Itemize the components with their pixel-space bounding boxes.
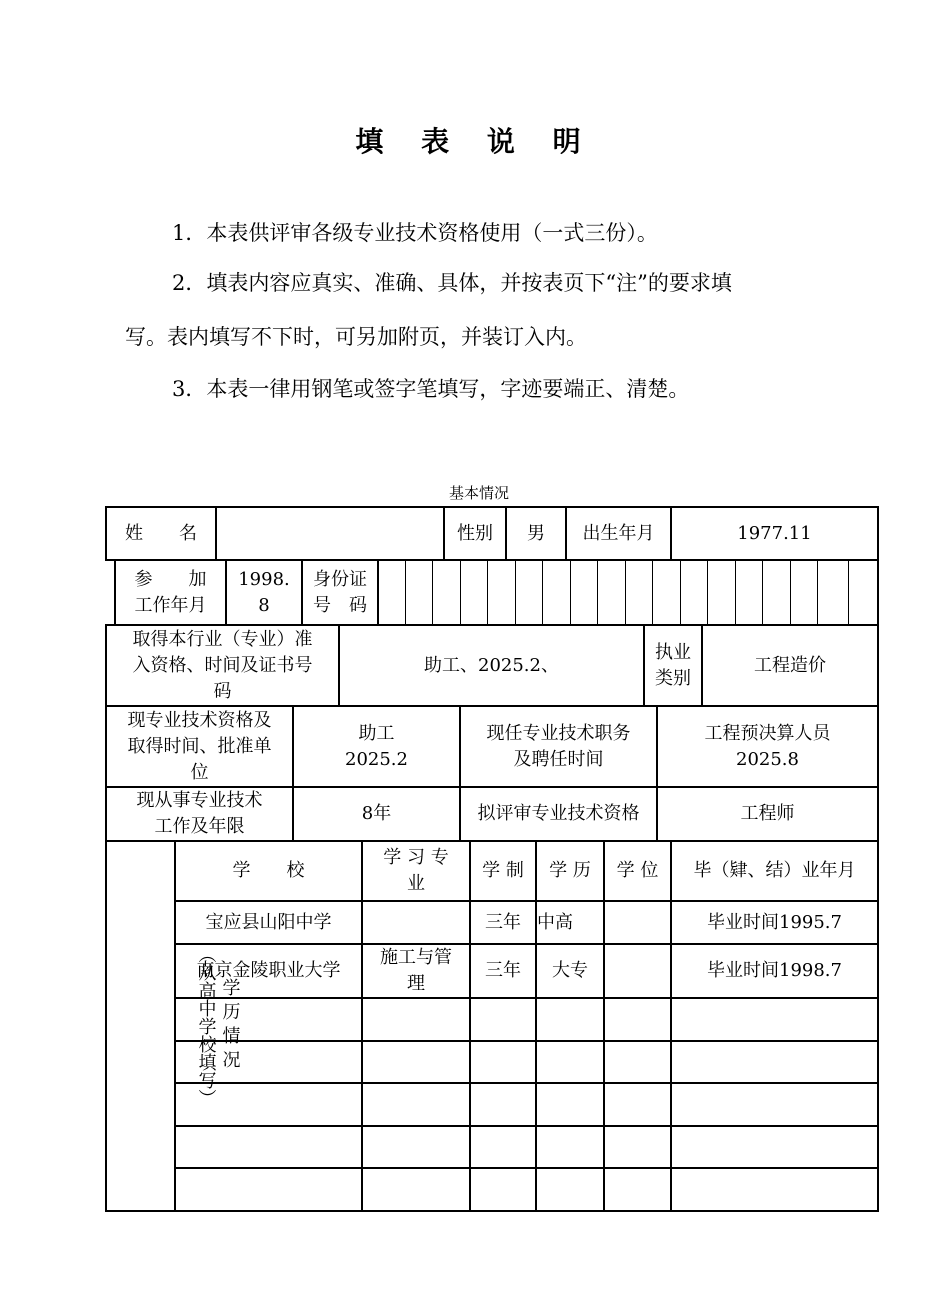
edu-degree[interactable] (605, 902, 670, 943)
edu-degree-level[interactable]: 大专 (552, 960, 588, 981)
name-field[interactable] (217, 508, 443, 559)
edu-major[interactable] (363, 902, 469, 943)
gender-label: 性别 (457, 522, 493, 544)
edu-degree-level[interactable]: 中高 (537, 911, 573, 933)
work-start-field[interactable]: 1998. 8 (238, 568, 290, 616)
current-post-label: 现任专业技术职务 及聘任时间 (486, 722, 631, 770)
edu-row-empty[interactable] (176, 999, 877, 1040)
edu-school[interactable]: 宝应县山阳中学 (205, 911, 332, 933)
edu-row-empty[interactable] (176, 1084, 877, 1125)
header-school: 学 校 (232, 860, 305, 881)
header-graduation: 毕（肄、结）业年月 (693, 860, 856, 881)
birth-field[interactable]: 1977.11 (737, 522, 812, 544)
target-qualification-field[interactable]: 工程师 (740, 803, 795, 824)
edu-major[interactable]: 施工与管 理 (380, 947, 452, 994)
current-qualification-field[interactable]: 助工 2025.2 (345, 722, 408, 770)
practice-type-field[interactable]: 工程造价 (754, 654, 826, 676)
id-number-label: 身份证 号 码 (313, 568, 367, 616)
entry-qualification-label: 取得本行业（专业）准 入资格、时间及证书号 码 (132, 628, 313, 702)
work-start-label: 参 加 工作年月 (134, 568, 207, 616)
instruction-1: 1．本表供评审各级专业技术资格使用（一式三份）。 (172, 221, 658, 245)
education-label: 学历情况 (219, 978, 241, 1074)
entry-qualification-field[interactable]: 助工、2025.2、 (424, 654, 559, 676)
work-years-field[interactable]: 8年 (361, 803, 392, 824)
edu-system[interactable]: 三年 (485, 960, 521, 981)
gender-field[interactable]: 男 (527, 522, 545, 544)
birth-label: 出生年月 (582, 522, 655, 544)
header-degree: 学 位 (616, 860, 659, 881)
edu-system[interactable]: 三年 (485, 911, 521, 933)
current-post-field[interactable]: 工程预决算人员 2025.8 (704, 722, 831, 770)
edu-row-empty[interactable] (176, 1127, 877, 1167)
edu-degree[interactable] (605, 945, 670, 997)
instruction-3: 3．本表一律用钢笔或签字笔填写，字迹要端正、清楚。 (172, 377, 690, 401)
edu-row-empty[interactable] (176, 1169, 877, 1210)
page-title: 填 表 说 明 (355, 125, 595, 158)
target-qualification-label: 拟评审专业技术资格 (477, 803, 640, 824)
edu-graduation[interactable]: 毕业时间1995.7 (707, 911, 842, 933)
header-degree-level: 学 历 (549, 860, 591, 881)
instruction-2: 2．填表内容应真实、准确、具体，并按表页下“注”的要求填 (172, 271, 732, 295)
header-major: 学 习 专 业 (383, 847, 449, 894)
edu-graduation[interactable]: 毕业时间1998.7 (707, 960, 842, 981)
table-caption: 基本情况 (448, 484, 509, 502)
edu-row-empty[interactable] (176, 1042, 877, 1082)
id-number-field[interactable] (379, 561, 877, 624)
education-note: （从高中学校填写） (195, 945, 217, 1107)
current-qualification-label: 现专业技术资格及 取得时间、批准单 位 (127, 709, 272, 783)
name-label: 姓 名 (125, 522, 197, 544)
edu-school[interactable]: 南京金陵职业大学 (196, 960, 341, 981)
header-system: 学 制 (482, 860, 524, 881)
practice-type-label: 执业 类别 (655, 641, 691, 689)
work-years-label: 现从事专业技术 工作及年限 (136, 790, 263, 837)
instruction-2-continued: 写。表内填写不下时，可另加附页，并装订入内。 (125, 325, 587, 349)
